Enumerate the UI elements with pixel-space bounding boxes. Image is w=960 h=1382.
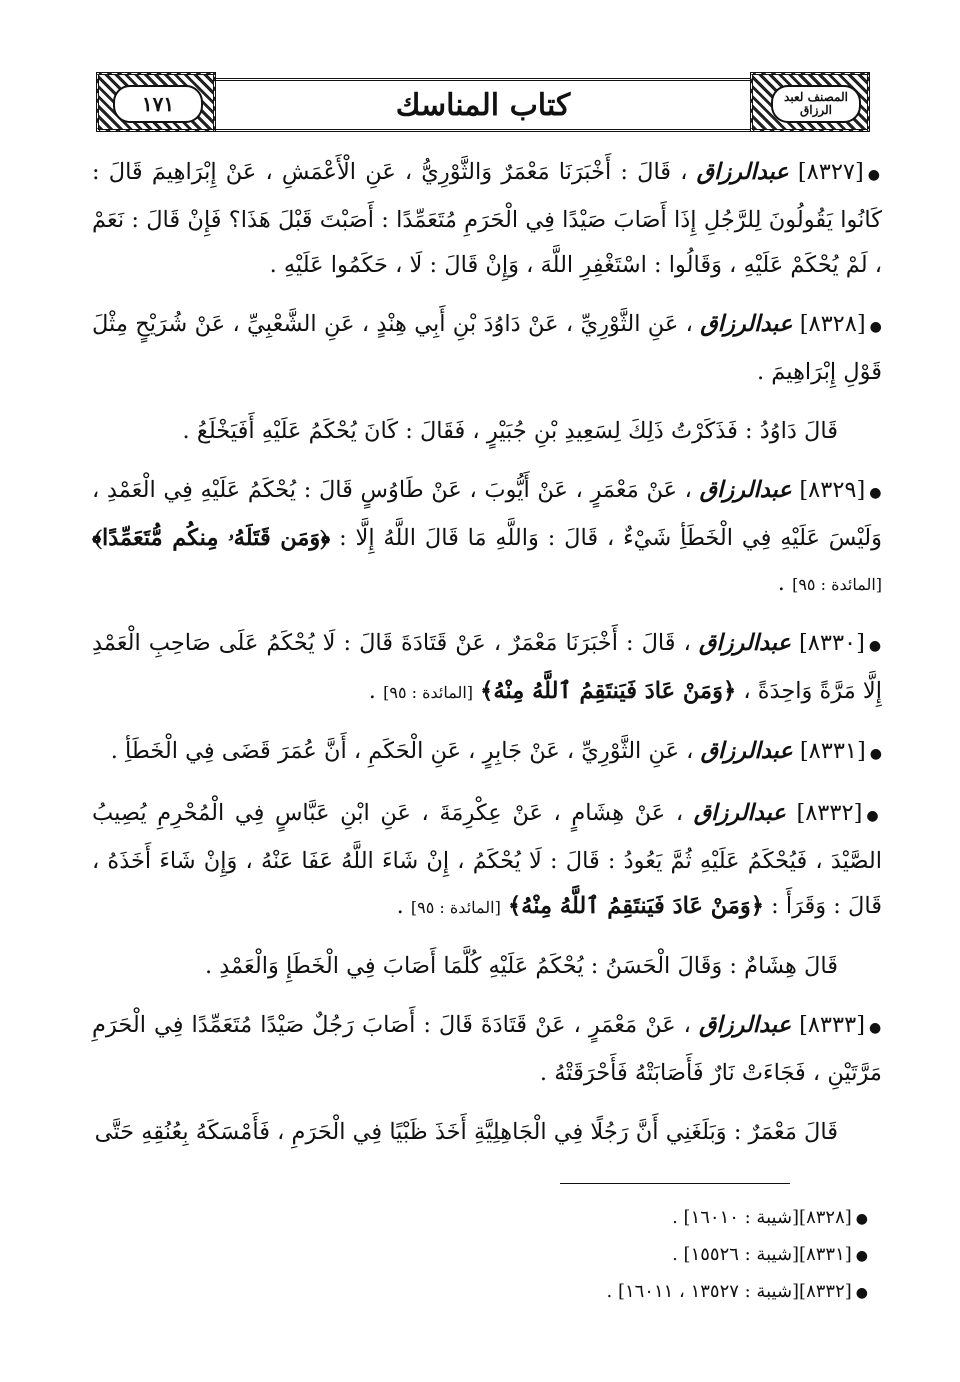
sentence-end: . <box>777 570 785 596</box>
footnote-item <box>607 1200 869 1237</box>
continuation-text: قَالَ هِشَامٌ : وَقَالَ الْحَسَنُ : يُحْكَمُ عَلَيْهِ كُلَّمَا أَصَابَ فِي الْخَطَإِ وَالْعَمْدِ . <box>204 953 838 979</box>
hadith-number: [٨٣٣٠] <box>799 630 865 656</box>
footnote-text: [٨٣٣٢][شيبة : ١٣٥٢٧ ، ١٦٠١١] . <box>606 1281 852 1302</box>
continuation-text: قَالَ دَاوُدُ : فَذَكَرْتُ ذَلِكَ لِسَعِيدِ بْنِ جُبَيْرٍ ، فَقَالَ : كَانَ يُحْكَمُ عَلَيْهِ أَفَيَخْلَعُ . <box>182 418 838 444</box>
narrator-name: عبدالرزاق <box>696 159 789 185</box>
footnote-text: [٨٣٢٨][شيبة : ١٦٠١٠] . <box>672 1207 852 1228</box>
hadith-8332 <box>92 791 882 930</box>
bullet-icon: ● <box>867 167 882 183</box>
hadith-text: ، عَنِ الثَّوْرِيِّ ، عَنْ دَاوُدَ بْنِ أَبِي هِنْدٍ ، عَنِ الشَّعْبِيِّ ، عَنْ شُرَيْحٍ مِثْلَ قَوْلِ إِبْرَاهِيمَ . <box>92 311 882 385</box>
hadith-text: ، عَنْ هِشَامٍ ، عَنْ عِكْرِمَةَ ، عَنِ ابْنِ عَبَّاسٍ فِي الْمُحْرِمِ يُصِيبُ الصَّيْدَ ، فَيُحْكَمُ عَلَيْهِ ثُمَّ يَعُودُ : قَالَ : لَا يُحْكَمُ ، إِنْ شَاءَ اللَّهُ عَفَا عَنْهُ ، وَإِنْ شَاءَ أَخَذَهُ ، قَالَ : وَقَرَأَ : <box>92 800 882 919</box>
narrator-name: عبدالرزاق <box>698 630 791 656</box>
hadith-text: ، عَنْ مَعْمَرٍ ، عَنْ قَتَادَةَ قَالَ : أَصَابَ رَجُلٌ صَيْدًا مُتَعَمِّدًا فِي الْحَرَمِ مَرَّتَيْنِ ، فَجَاءَتْ نَارٌ فَأَصَابَتْهُ فَأَحْرَقَتْهُ . <box>92 1012 882 1086</box>
footnote-text: [٨٣٣١][شيبة : ١٥٥٢٦] . <box>672 1244 852 1265</box>
footnotes <box>607 1200 869 1311</box>
hadith-number: [٨٣٢٨] <box>799 311 866 337</box>
sentence-end: . <box>396 893 404 919</box>
page-number: ١٧١ <box>113 85 203 123</box>
book-title: كتاب المناسك <box>214 78 752 132</box>
hadith-number: [٨٣٣٢] <box>796 800 863 826</box>
hadith-text: ، عَنِ الثَّوْرِيِّ ، عَنْ جَابِرٍ ، عَنِ الْحَكَمِ ، أَنَّ عُمَرَ قَضَى فِي الْخَطَأِ . <box>110 738 694 764</box>
hadith-number: [٨٣٣١] <box>799 738 866 764</box>
continuation-paragraph <box>92 944 882 989</box>
hadith-8333 <box>92 1003 882 1096</box>
book-seal: المصنف لعبد الرزاق <box>771 85 861 123</box>
quran-verse: ﴿وَمَن قَتَلَهُۥ مِنكُم مُّتَعَمِّدًا﴾ <box>92 525 331 551</box>
page-body <box>92 150 882 1169</box>
narrator-name: عبدالرزاق <box>699 477 792 503</box>
continuation-text: قَالَ مَعْمَرٌ : وَبَلَغَنِي أَنَّ رَجُلًا فِي الْجَاهِلِيَّةِ أَخَذَ ظَبْيًا فِي الْحَرَمِ ، فَأَمْسَكَهُ بِعُنُقِهِ حَتَّى <box>94 1119 838 1145</box>
hadith-text: ، عَنْ مَعْمَرٍ ، عَنْ أَيُّوبَ ، عَنْ طَاوُسٍ قَالَ : يُحْكَمُ عَلَيْهِ فِي الْعَمْدِ ، وَلَيْسَ عَلَيْهِ فِي الْخَطَأِ شَيْءٌ ، قَالَ : وَاللَّهِ مَا قَالَ اللَّهُ إِلَّا : <box>92 477 882 551</box>
hadith-text: ، قَالَ : أَخْبَرَنَا مَعْمَرٌ وَالثَّوْرِيُّ ، عَنِ الْأَعْمَشِ ، عَنْ إِبْرَاهِيمَ قَالَ : كَانُوا يَقُولُونَ لِلرَّجُلِ إِذَا أَصَابَ صَيْدًا فِي الْحَرَمِ مُتَعَمِّدًا : أَصَبْتَ قَبْلَ هَذَا؟ فَإِنْ قَالَ : نَعَمْ ، لَمْ يُحْكَمْ عَلَيْهِ ، وَقَالُوا : اسْتَغْفِرِ اللَّهَ ، وَإِنْ قَالَ : لَا ، حَكَمُوا عَلَيْهِ . <box>92 159 882 278</box>
narrator-name: عبدالرزاق <box>698 1012 792 1038</box>
bullet-icon: ● <box>855 1248 868 1264</box>
bullet-icon: ● <box>868 638 883 654</box>
hadith-number: [٨٣٢٧] <box>797 159 864 185</box>
narrator-name: عبدالرزاق <box>700 311 793 337</box>
verse-reference: [المائدة : ٩٥] <box>410 898 501 917</box>
footnote-item <box>607 1274 869 1311</box>
bullet-icon: ● <box>855 1285 868 1301</box>
continuation-paragraph <box>92 409 882 454</box>
hadith-number: [٨٣٣٣] <box>799 1012 865 1038</box>
hadith-8328 <box>92 302 882 395</box>
sentence-end: . <box>368 678 376 704</box>
quran-verse: ﴿وَمَنْ عَادَ فَيَنتَقِمُ ٱللَّهُ مِنْهُ﴾ <box>480 678 737 704</box>
book-seal-ornament <box>750 72 870 132</box>
bullet-icon: ● <box>869 319 882 335</box>
verse-reference: [المائدة : ٩٥] <box>792 575 882 594</box>
hadith-number: [٨٣٢٩] <box>799 477 866 503</box>
verse-reference: [المائدة : ٩٥] <box>383 683 474 702</box>
bullet-icon: ● <box>868 1020 883 1036</box>
footnote-item <box>607 1237 869 1274</box>
hadith-8327 <box>92 150 882 288</box>
continuation-paragraph <box>92 1110 882 1155</box>
footnote-divider <box>560 1183 790 1184</box>
page-number-ornament <box>96 72 216 132</box>
bullet-icon: ● <box>866 808 883 824</box>
narrator-name: عبدالرزاق <box>693 800 786 826</box>
bullet-icon: ● <box>869 485 882 501</box>
bullet-icon: ● <box>855 1211 868 1227</box>
hadith-8330 <box>92 621 882 715</box>
bullet-icon: ● <box>869 746 882 762</box>
hadith-text: ، قَالَ : أَخْبَرَنَا مَعْمَرٌ ، عَنْ قَتَادَةَ قَالَ : لَا يُحْكَمُ عَلَى صَاحِبِ الْعَمْدِ إِلَّا مَرَّةً وَاحِدَةً ، <box>92 630 882 704</box>
hadith-8329 <box>92 468 882 607</box>
hadith-8331 <box>92 729 882 777</box>
page-header <box>96 72 870 132</box>
quran-verse: ﴿وَمَنْ عَادَ فَيَنتَقِمُ ٱللَّهُ مِنْهُ﴾ <box>507 893 764 919</box>
narrator-name: عبدالرزاق <box>700 738 793 764</box>
